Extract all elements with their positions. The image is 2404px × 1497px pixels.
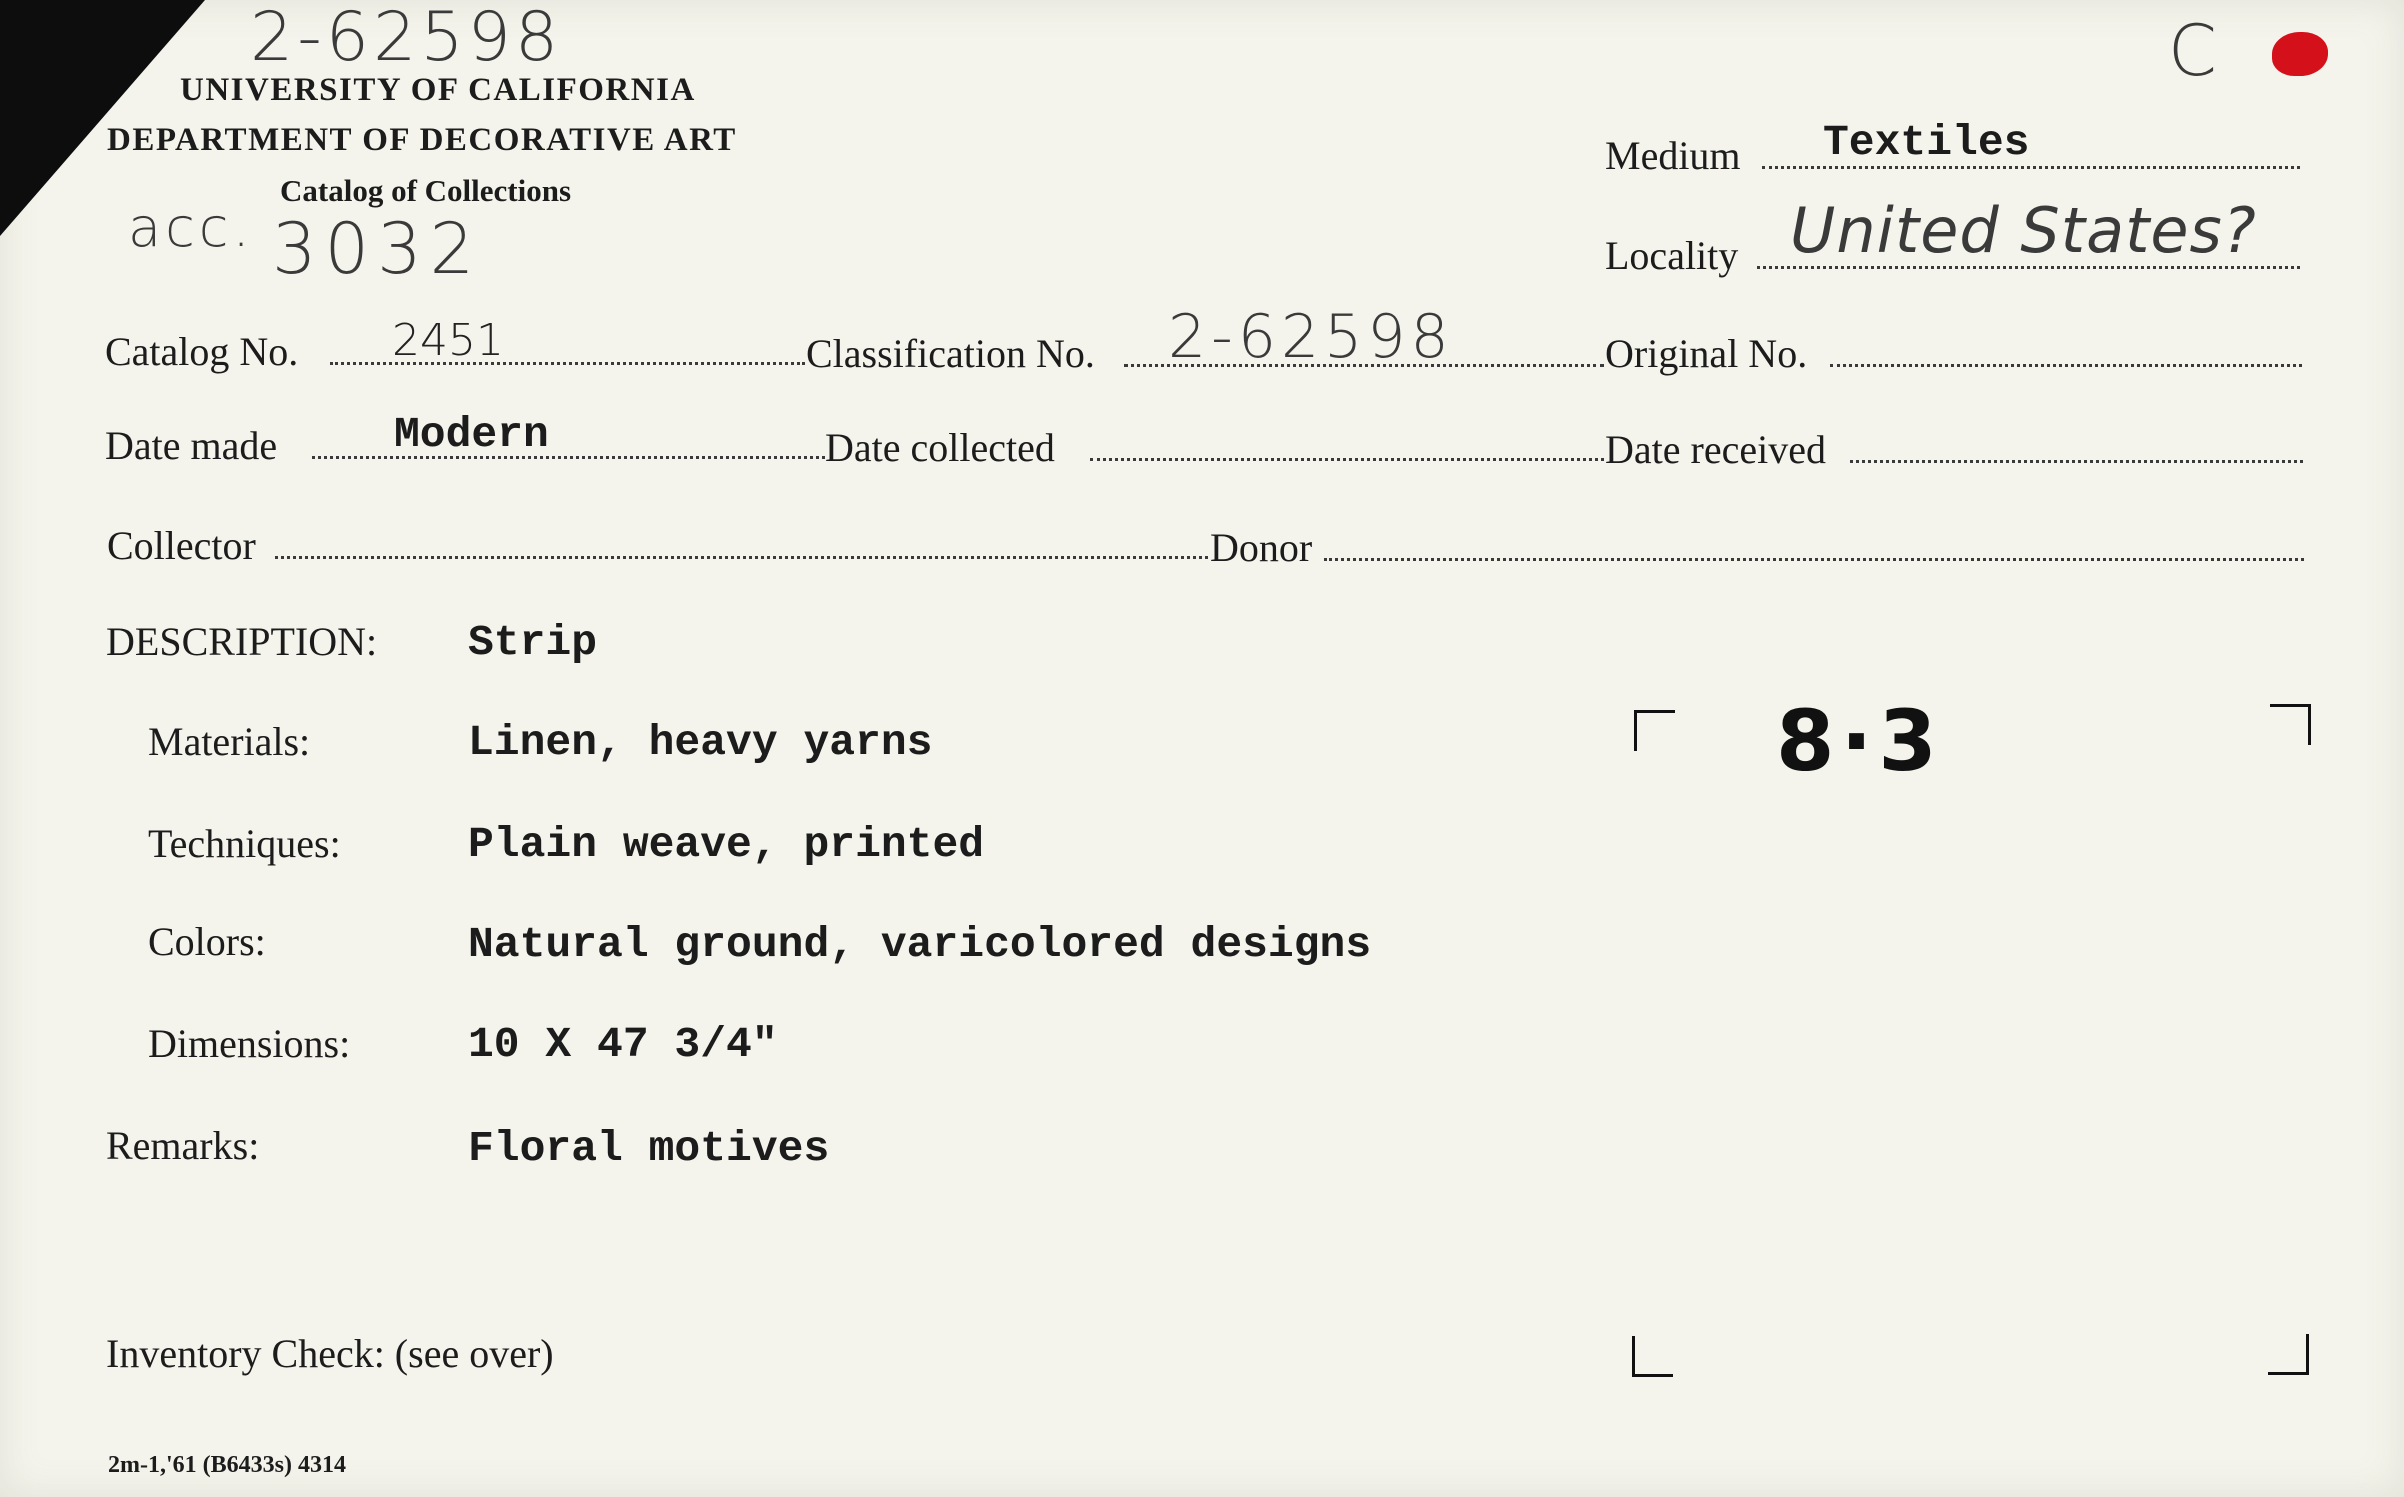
collector-dotted-line: [275, 556, 1208, 559]
materials-label: Materials:: [148, 719, 311, 764]
medium-label: Medium: [1605, 133, 1741, 178]
handwritten-locality: United States?: [1790, 194, 2257, 267]
date-collected-dotted-line: [1090, 458, 1604, 461]
donor-dotted-line: [1324, 558, 2304, 561]
techniques-value: Plain weave, printed: [468, 820, 985, 869]
inventory-check: Inventory Check: (see over): [106, 1331, 554, 1376]
bracket-top-left: [1634, 710, 1675, 751]
description-label: DESCRIPTION:: [106, 619, 378, 664]
description-value: Strip: [468, 618, 598, 667]
bracket-bottom-left: [1632, 1336, 1673, 1377]
catalog-of-collections-header: Catalog of Collections: [280, 173, 572, 208]
bracket-bottom-right: [2268, 1334, 2309, 1375]
bracket-top-right: [2270, 704, 2311, 745]
date-collected-label: Date collected: [825, 425, 1055, 470]
date-received-label: Date received: [1605, 427, 1826, 472]
remarks-label: Remarks:: [106, 1123, 260, 1168]
locality-label: Locality: [1605, 233, 1739, 278]
handwritten-top-number: 2-62598: [250, 0, 563, 77]
handwritten-corner-letter: C: [2168, 10, 2217, 92]
classification-no-label: Classification No.: [806, 331, 1095, 376]
handwritten-classification-no: 2-62598: [1168, 302, 1454, 372]
medium-value: Textiles: [1823, 118, 2030, 167]
dimensions-label: Dimensions:: [148, 1021, 351, 1066]
handwritten-acc-prefix: acc.: [128, 196, 254, 259]
date-received-dotted-line: [1850, 460, 2303, 463]
techniques-label: Techniques:: [148, 821, 341, 866]
materials-value: Linen, heavy yarns: [468, 718, 933, 767]
remarks-value: Floral motives: [468, 1124, 830, 1173]
date-made-label: Date made: [105, 423, 278, 468]
donor-label: Donor: [1210, 525, 1313, 570]
handwritten-acc-number: 3032: [272, 208, 483, 290]
original-no-label: Original No.: [1605, 331, 1808, 376]
catalog-no-value: 2451: [392, 315, 504, 366]
department-header: DEPARTMENT OF DECORATIVE ART: [107, 122, 737, 158]
dimensions-value: 10 X 47 3/4": [468, 1020, 778, 1069]
original-no-dotted-line: [1830, 364, 2302, 367]
university-header: UNIVERSITY OF CALIFORNIA: [180, 72, 696, 108]
catalog-no-label: Catalog No.: [105, 329, 299, 374]
date-made-value: Modern: [394, 410, 549, 459]
colors-label: Colors:: [148, 919, 266, 964]
date-made-dotted-line: [312, 456, 825, 459]
collector-label: Collector: [107, 523, 256, 568]
print-code: 2m-1,'61 (B6433s) 4314: [108, 1452, 346, 1478]
colors-value: Natural ground, varicolored designs: [468, 920, 1372, 969]
red-dot-mark: [2272, 32, 2328, 76]
handwritten-box-number: 8·3: [1776, 692, 1943, 790]
